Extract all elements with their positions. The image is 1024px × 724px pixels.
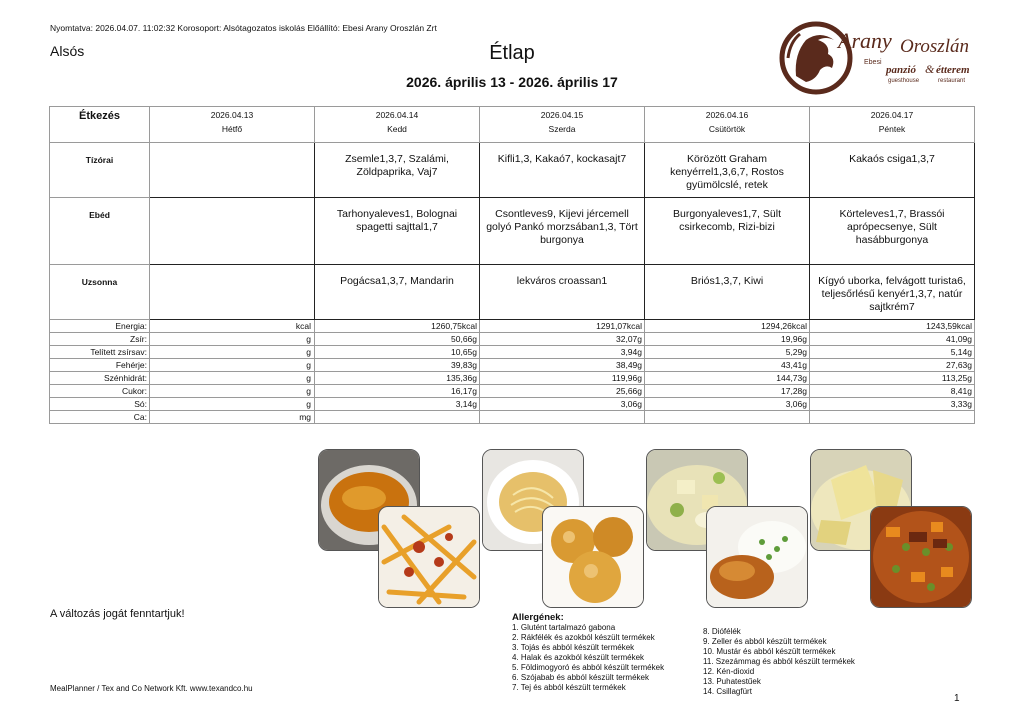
allergen-list-1 <box>512 613 664 693</box>
meal-cell: Briós1,3,7, Kiwi <box>645 265 810 320</box>
meal-cell: lekváros croassan1 <box>480 265 645 320</box>
nutrient-value: 43,41g <box>645 359 810 372</box>
meal-cell <box>150 143 315 198</box>
nutrient-value: 1260,75kcal <box>315 320 480 333</box>
meal-cell <box>150 265 315 320</box>
nutrient-value: 16,17g <box>315 385 480 398</box>
nutrient-row <box>50 359 975 372</box>
day-header <box>645 107 810 143</box>
logo-sub-3: guesthouse <box>888 78 920 84</box>
day-date: 2026.04.13 <box>210 110 254 120</box>
nutrient-value: 135,36g <box>315 372 480 385</box>
nutrient-value: 38,49g <box>480 359 645 372</box>
day-name: Péntek <box>878 124 906 134</box>
allergen-item: 13. Puhatestűek <box>703 677 761 686</box>
allergen-item: 4. Halak és azokból készült termékek <box>512 653 645 662</box>
allergen-item: 11. Szezámmag és abból készült termékek <box>703 657 855 666</box>
nutrient-value: 39,83g <box>315 359 480 372</box>
nutrient-value: 3,94g <box>480 346 645 359</box>
nutrient-value <box>315 411 480 424</box>
nutrient-value: 113,25g <box>810 372 975 385</box>
nutrient-row <box>50 333 975 346</box>
nutrient-value: 41,09g <box>810 333 975 346</box>
logo-name-2: Oroszlán <box>900 36 969 57</box>
nutrient-value <box>810 411 975 424</box>
croquette-photo <box>542 506 644 608</box>
day-name: Csütörtök <box>708 124 746 134</box>
allergen-item: 2. Rákfélék és azokból készült termékek <box>512 633 655 642</box>
nutrient-value: 3,33g <box>810 398 975 411</box>
nutrient-name: Ca: <box>50 411 150 424</box>
day-name: Szerda <box>548 124 576 134</box>
svg-text:&: & <box>925 62 935 76</box>
nutrient-value: 27,63g <box>810 359 975 372</box>
nutrient-unit: mg <box>150 411 315 424</box>
pasta-photo <box>378 506 480 608</box>
day-header <box>480 107 645 143</box>
nutrient-value: 50,66g <box>315 333 480 346</box>
meal-cell: Kígyó uborka, felvágott turista6, teljesőrlésű kenyér1,3,7, natúr sajtkrém7 <box>810 265 975 320</box>
day-date: 2026.04.14 <box>375 110 419 120</box>
nutrient-row <box>50 372 975 385</box>
day-date: 2026.04.15 <box>540 110 584 120</box>
age-group: Alsós <box>50 43 85 59</box>
allergen-item: 10. Mustár és abból készült termékek <box>703 647 836 656</box>
nutrient-value: 1291,07kcal <box>480 320 645 333</box>
meal-cell <box>150 198 315 265</box>
nutrient-unit: g <box>150 359 315 372</box>
nutrient-value: 17,28g <box>645 385 810 398</box>
meal-cell: Tarhonyaleves1, Bolognai spagetti sajttal1,7 <box>315 198 480 265</box>
nutrient-unit: g <box>150 398 315 411</box>
nutrient-value: 1294,26kcal <box>645 320 810 333</box>
allergen-item: 14. Csillagfürt <box>703 687 752 696</box>
nutrient-name: Zsír: <box>50 333 150 346</box>
nutrient-value: 32,07g <box>480 333 645 346</box>
stew-photo <box>870 506 972 608</box>
meal-cell: Kifli1,3, Kakaó7, kockasajt7 <box>480 143 645 198</box>
nutrient-value: 10,65g <box>315 346 480 359</box>
nutrient-name: Cukor: <box>50 385 150 398</box>
nutrient-value: 5,14g <box>810 346 975 359</box>
nutrient-unit: g <box>150 333 315 346</box>
nutrient-value: 3,06g <box>645 398 810 411</box>
day-header <box>150 107 315 143</box>
allergen-list-2 <box>703 627 855 697</box>
nutrient-row <box>50 398 975 411</box>
day-name: Kedd <box>387 124 407 134</box>
nutrient-value <box>480 411 645 424</box>
chicken-rice-photo <box>706 506 808 608</box>
footer-credit: MealPlanner / Tex and Co Network Kft. www.texandco.hu <box>50 684 253 693</box>
nutrient-row <box>50 411 975 424</box>
reserve-note: A változás jogát fenntartjuk! <box>50 608 185 620</box>
allergen-item: 7. Tej és abból készült termékek <box>512 683 626 692</box>
nutrient-value: 119,96g <box>480 372 645 385</box>
nutrient-row <box>50 385 975 398</box>
nutrient-value: 8,41g <box>810 385 975 398</box>
restaurant-logo <box>776 18 986 96</box>
allergen-item: 5. Földimogyoró és abból készült termékek <box>512 663 665 672</box>
nutrient-value: 3,14g <box>315 398 480 411</box>
nutrient-value: 144,73g <box>645 372 810 385</box>
date-range: 2026. április 13 - 2026. április 17 <box>406 74 618 90</box>
meal-label: Tízórai <box>50 143 150 198</box>
nutrient-unit: g <box>150 372 315 385</box>
meal-row-tizorai <box>50 143 975 198</box>
meal-cell: Kakaós csiga1,3,7 <box>810 143 975 198</box>
nutrient-value: 19,96g <box>645 333 810 346</box>
nutrient-name: Telített zsírsav: <box>50 346 150 359</box>
nutrient-name: Szénhidrát: <box>50 372 150 385</box>
allergen-item: 3. Tojás és abból készült termékek <box>512 643 635 652</box>
logo-sub-2: étterem <box>936 64 970 76</box>
meal-cell: Körözött Graham kenyérrel1,3,6,7, Rostos gyümölcslé, retek <box>645 143 810 198</box>
allergen-heading: Allergének: <box>512 612 564 623</box>
allergen-item: 6. Szójabab és abból készült termékek <box>512 673 649 682</box>
nutrient-unit: g <box>150 385 315 398</box>
logo-name-1: Arany <box>838 28 892 53</box>
day-name: Hétfő <box>221 124 243 134</box>
print-info: Nyomtatva: 2026.04.07. 11:02:32 Korosoport: Alsótagozatos iskolás Előállító: Ebesi Arany Oroszlán Zrt <box>50 23 437 33</box>
meal-label: Ebéd <box>50 198 150 265</box>
meal-cell: Csontleves9, Kijevi jércemell golyó Pankó morzsában1,3, Tört burgonya <box>480 198 645 265</box>
nutrient-name: Energia: <box>50 320 150 333</box>
day-header <box>315 107 480 143</box>
day-header <box>810 107 975 143</box>
logo-sub-4: restaurant <box>938 78 966 84</box>
meal-cell: Körteleves1,7, Brassói aprópecsenye, Sült hasábburgonya <box>810 198 975 265</box>
meal-row-ebed <box>50 198 975 265</box>
allergen-item: 9. Zeller és abból készült termékek <box>703 637 827 646</box>
day-date: 2026.04.16 <box>705 110 749 120</box>
allergen-item: 8. Diófélék <box>703 627 741 636</box>
meal-cell: Burgonyaleves1,7, Sült csirkecomb, Rizi-bizi <box>645 198 810 265</box>
nutrient-value <box>645 411 810 424</box>
nutrient-row <box>50 320 975 333</box>
logo-town: Ebesi <box>864 59 882 66</box>
page-title: Étlap <box>489 42 535 64</box>
lion-logo-icon <box>776 18 986 96</box>
nutrition-section <box>50 320 975 424</box>
nutrient-unit: kcal <box>150 320 315 333</box>
nutrient-value: 25,66g <box>480 385 645 398</box>
nutrient-name: Só: <box>50 398 150 411</box>
nutrient-value: 1243,59kcal <box>810 320 975 333</box>
meal-cell: Zsemle1,3,7, Szalámi, Zöldpaprika, Vaj7 <box>315 143 480 198</box>
logo-sub-1: panzió <box>886 64 916 76</box>
nutrient-name: Fehérje: <box>50 359 150 372</box>
nutrient-value: 5,29g <box>645 346 810 359</box>
allergen-item: 12. Kén-dioxid <box>703 667 755 676</box>
meal-cell: Pogácsa1,3,7, Mandarin <box>315 265 480 320</box>
day-date: 2026.04.17 <box>870 110 914 120</box>
menu-table <box>49 106 975 424</box>
corner-label: Étkezés <box>50 107 150 143</box>
nutrient-value: 3,06g <box>480 398 645 411</box>
header-row <box>50 107 975 143</box>
allergen-item: 1. Glutént tartalmazó gabona <box>512 623 616 632</box>
nutrient-row <box>50 346 975 359</box>
nutrient-unit: g <box>150 346 315 359</box>
meal-row-uzsonna <box>50 265 975 320</box>
page-number: 1 <box>954 693 960 704</box>
meal-label: Uzsonna <box>50 265 150 320</box>
